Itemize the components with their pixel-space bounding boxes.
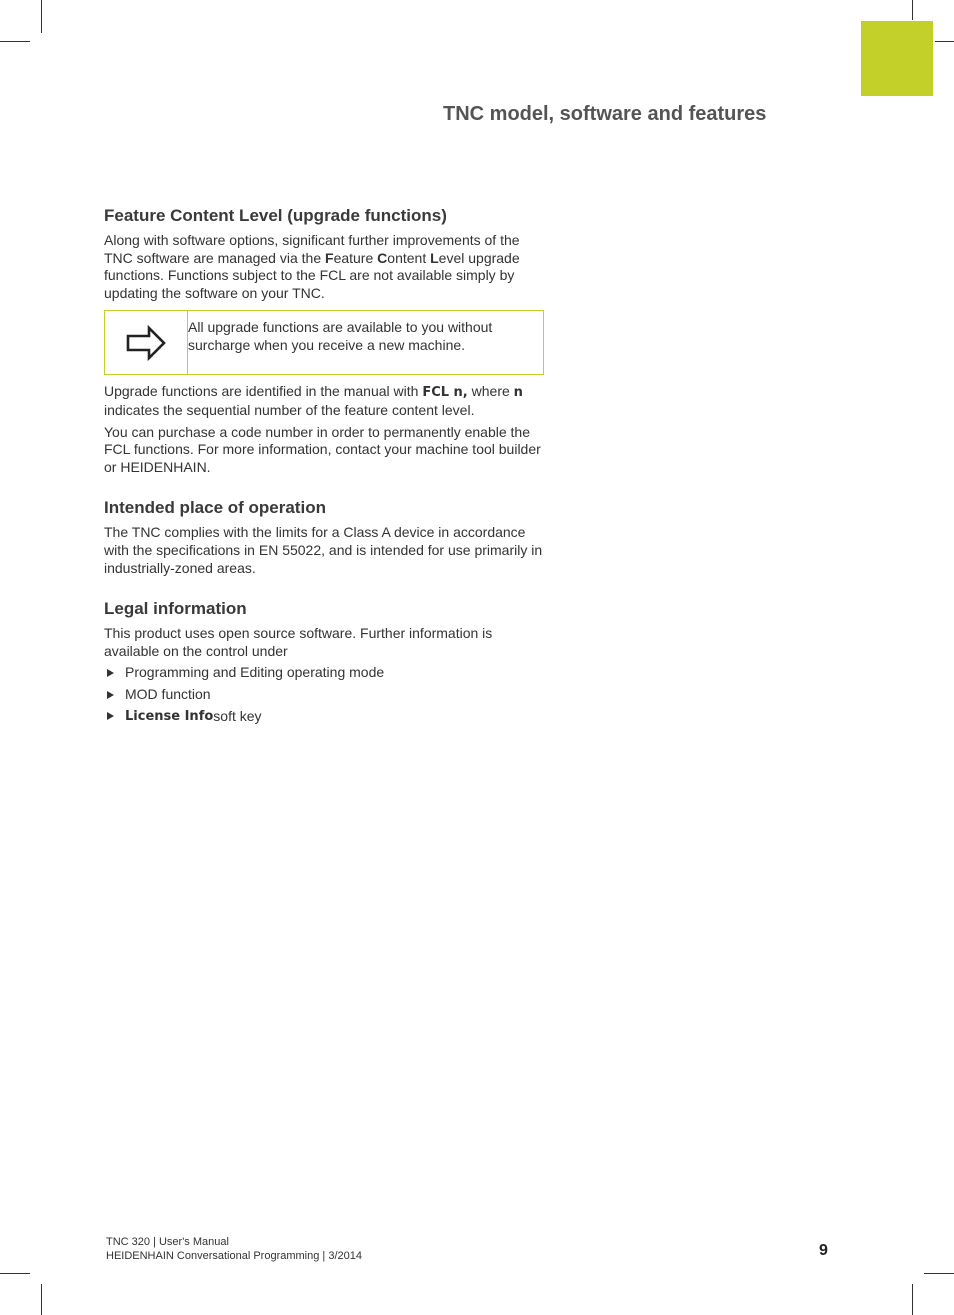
- footer: [106, 1235, 362, 1263]
- note-box: [104, 310, 544, 375]
- section-heading: Legal information: [104, 599, 247, 619]
- crop-mark: [0, 41, 30, 42]
- crop-mark: [41, 1284, 42, 1315]
- section-intended-place: [104, 498, 544, 577]
- main-content: [104, 206, 544, 729]
- paragraph: You can purchase a code number in order to permanently enable the FCL functions. For more information, contact your machine tool builder or HEIDENHAIN.: [104, 423, 541, 475]
- triangle-bullet-icon: [107, 669, 114, 677]
- triangle-bullet-icon: [107, 691, 114, 699]
- paragraph: Along with software options, significant further improvements of the TNC software are managed via the Feature Content Level upgrade functions. Functions subject to the FCL are not available simply by updating the software on your TNC.: [104, 232, 520, 301]
- section-heading: Feature Content Level (upgrade functions): [104, 206, 447, 225]
- crop-mark: [41, 0, 42, 33]
- list-item: Programming and Editing operating mode: [104, 664, 544, 682]
- crop-mark: [924, 1273, 954, 1274]
- paragraph: The TNC complies with the limits for a Class A device in accordance with the specifications in EN 55022, and is intended for use primarily in industrially-zoned areas.: [104, 524, 543, 576]
- crop-mark: [935, 41, 954, 42]
- section-legal: [104, 599, 544, 725]
- arrow-right-outline-icon: [105, 311, 188, 374]
- footer-line: TNC 320 | User's Manual: [106, 1236, 229, 1248]
- page-header-title: TNC model, software and features: [443, 103, 767, 125]
- list-item: License Info soft key: [104, 708, 544, 726]
- footer-line: HEIDENHAIN Conversational Programming | 3/2014: [106, 1250, 362, 1262]
- section-fcl: [104, 206, 544, 476]
- bullet-list: [104, 664, 544, 725]
- crop-mark: [0, 1273, 30, 1274]
- chapter-tab: [861, 21, 933, 96]
- section-heading: Intended place of operation: [104, 498, 326, 518]
- list-item: MOD function: [104, 686, 544, 704]
- note-text: All upgrade functions are available to you without surcharge when you receive a new machine.: [188, 319, 493, 353]
- paragraph: Upgrade functions are identified in the manual with FCL n, where n indicates the sequential number of the feature content level.: [104, 383, 523, 418]
- paragraph: This product uses open source software. Further information is available on the control under: [104, 625, 493, 659]
- page-number: 9: [819, 1242, 828, 1259]
- triangle-bullet-icon: [107, 712, 114, 720]
- crop-mark: [912, 0, 913, 20]
- crop-mark: [912, 1284, 913, 1315]
